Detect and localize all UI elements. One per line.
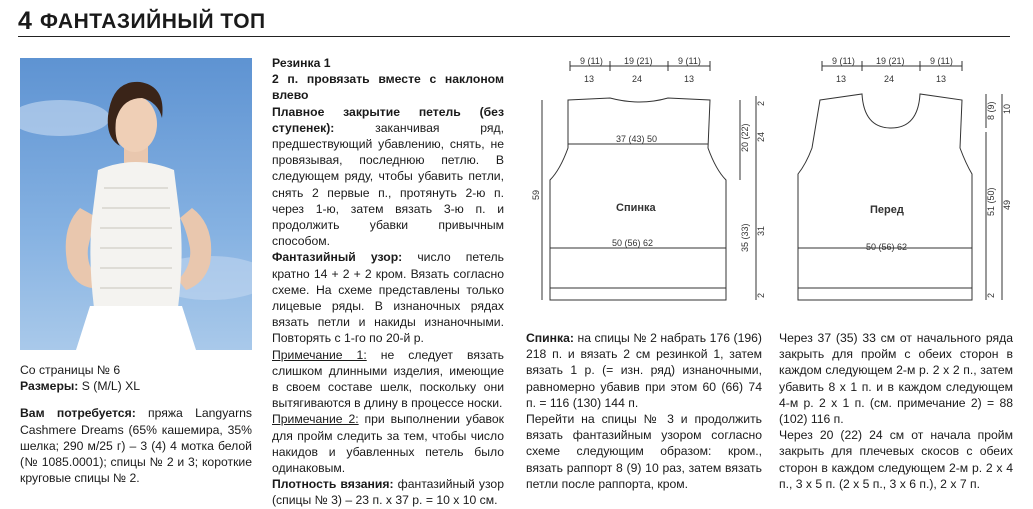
- back-r5: 31: [756, 225, 766, 236]
- note2-text: при выполнении убавок для пройм следить за тем, чтобы число накидов и убавленных петель было одинаковым.: [272, 412, 505, 476]
- back-top-c: 9 (11): [678, 56, 701, 66]
- back-bot-a: 13: [584, 74, 595, 84]
- front-instructions: [779, 330, 1013, 492]
- front-top-c: 9 (11): [930, 56, 953, 66]
- note1-label: Примечание 1:: [272, 347, 367, 362]
- note2-label: Примечание 2:: [272, 412, 359, 427]
- front-r3: 2: [986, 292, 996, 298]
- front-bot-c: 13: [936, 74, 947, 84]
- materials-text: пряжа Langyarns Cashmere Dreams (65% кашемира, 35% шелка; 290 м/25 г) – 3 (4) 4 мотка белой (№ 1085.0001); спицы № 2 и 3; короткие круговые спицы № 2.: [20, 406, 252, 486]
- back-label: Спинка: [616, 202, 656, 214]
- front-bot-a: 13: [836, 74, 847, 84]
- front-n1: 8 (9): [986, 101, 996, 120]
- back-top-a: 9 (11): [580, 56, 603, 66]
- page-header: [18, 6, 1010, 37]
- front-width: 50 (56) 62: [866, 242, 908, 252]
- back-text-label: Спинка:: [526, 331, 574, 345]
- fancy-label: Фантазийный узор:: [272, 250, 403, 265]
- front-diagram: [776, 52, 1030, 314]
- back-r4: 35 (33): [740, 223, 750, 252]
- model-photo: [20, 58, 252, 350]
- front-text-p1: Через 37 (35) 33 см от начального ряда закрыть для пройм с обеих сторон в каждом следующем 2-м р. 2 х 2 п., затем убавить 8 х 1 п. и в каждом следующем 4-м р. 2 х 1 п. (см. примечание 2) = 88 (102) 116 п.: [779, 331, 1013, 427]
- back-r2: 20 (22): [740, 123, 750, 152]
- sizes-label: Размеры:: [20, 379, 79, 394]
- front-text-p2: Через 20 (22) 24 см от начала пройм закрыть для плечевых скосов с обеих сторон в каждом следующем 2-м р. 2 х 4 п., 3 х 5 п. (2 х 5 п., 3 х 6 п.), 2 х 7 п.: [779, 428, 1013, 491]
- back-bot-b: 24: [632, 74, 643, 84]
- fancy-text: число петель кратно 14 + 2 + 2 кром. Вязать согласно схеме. На схеме представлены только лицевые ряды. В изнаночных рядах вязать петли и накиды изнаночными. Повторять с 1-го по 20-й р.: [272, 250, 504, 346]
- back-r1: 2: [756, 100, 766, 106]
- front-r1: 51 (50): [986, 187, 996, 216]
- note1-text: не следует вязать слишком длинными изделия, имеющие в своем составе шелк, поскольку они вытягиваются в длину в процессе носки.: [272, 347, 505, 411]
- rib-title: Резинка 1: [272, 56, 331, 70]
- back-chest: 37 (43) 50: [616, 134, 658, 144]
- sizes-value: S (M/L) XL: [78, 379, 140, 394]
- back-top-b: 19 (21): [624, 56, 653, 66]
- model-photo-image: [20, 58, 252, 350]
- materials-label: Вам потребуется:: [20, 406, 136, 421]
- section-number: 4: [18, 7, 32, 35]
- front-top-a: 9 (11): [832, 56, 855, 66]
- bindoff-label: Плавное закрытие петель (без ступенек):: [272, 104, 504, 135]
- front-top-b: 19 (21): [876, 56, 905, 66]
- bindoff-text: заканчивая ряд, предшествующий убавлению, снять, не провязывая, последнюю петлю. В следующем ряду, чтобы убавить петли, снять 2 первые п., протянуть 2-ю п. через 1-ю, затем вязать 3-ю п. и продолжить убавки привычным способом.: [272, 120, 504, 249]
- back-text-body-2: Перейти на спицы № 3 и продолжить вязать фантазийным узором согласно схеме следующим образом: кром., вязать раппорт 8 (9) 10 раз, затем вязать петли после раппорта, кром.: [526, 412, 762, 491]
- from-page: Со страницы № 6: [20, 363, 121, 377]
- front-label: Перед: [870, 204, 904, 216]
- front-n2: 10: [1002, 103, 1012, 114]
- back-left-height: 59: [531, 189, 541, 200]
- back-r3: 24: [756, 131, 766, 142]
- back-text-body: на спицы № 2 набрать 176 (196) 218 п. и вязать 2 см резинкой 1, затем вязать 1 р. (= изн. ряд) изнаночными, равномерно убавив при этом 60 (66) 74 п. = 116 (130) 144 п.: [526, 331, 762, 410]
- back-width: 50 (56) 62: [612, 238, 654, 248]
- intro-column: [20, 362, 252, 486]
- gauge-text: фантазийный узор (спицы № 3) – 23 п. х 37 р. = 10 х 10 см.: [272, 477, 504, 508]
- back-bot-c: 13: [684, 74, 695, 84]
- back-instructions: [526, 330, 762, 492]
- stitches-column: [272, 55, 504, 509]
- gauge-label: Плотность вязания:: [272, 477, 394, 492]
- k2tog-title: 2 п. провязать вместе с наклоном влево: [272, 72, 504, 103]
- front-bot-b: 24: [884, 74, 895, 84]
- back-diagram: [520, 52, 774, 314]
- back-r6: 2: [756, 292, 766, 298]
- page-title: ФАНТАЗИЙНЫЙ ТОП: [40, 10, 266, 33]
- front-r2: 49: [1002, 199, 1012, 210]
